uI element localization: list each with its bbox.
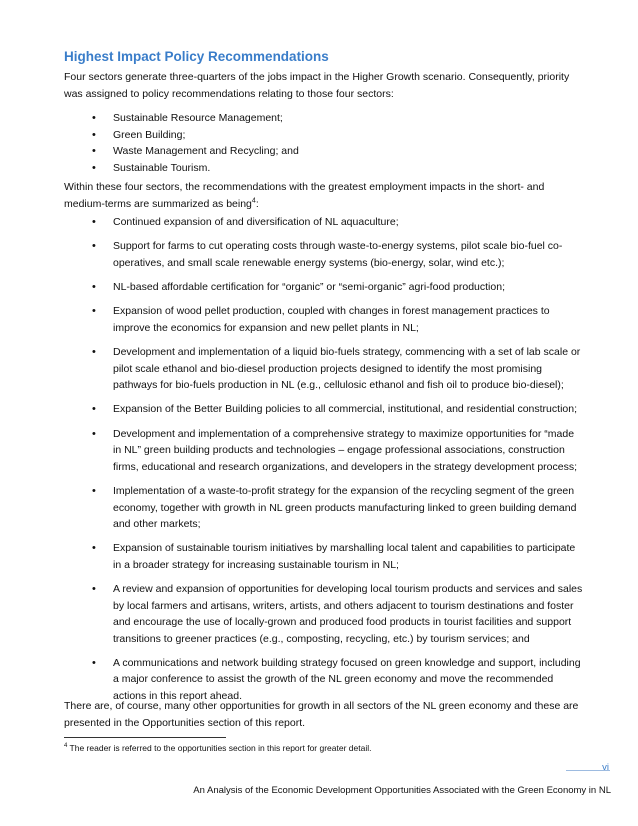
recommendations-list: [64, 214, 584, 712]
list-item: • Implementation of a waste-to-profit strategy for the expansion of the recycling segment of the green economy, together with growth in NL green products manufacturing linked to green building demand and other markets;: [64, 483, 584, 533]
list-item: • NL-based affordable certification for “organic” or “semi-organic” agri-food production;: [64, 279, 584, 296]
list-item: • Sustainable Resource Management;: [64, 110, 584, 127]
list-item: • Expansion of the Better Building policies to all commercial, institutional, and residential construction;: [64, 401, 584, 418]
page-number-rule: [566, 770, 610, 771]
list-item: • Development and implementation of a liquid bio-fuels strategy, commencing with a set of lab scale or pilot scale ethanol and bio-diesel production projects designed to identify the most promising pathways for bio-fuels production in NL (e.g., cellulosic ethanol and fish oil to produce bio-diesel);: [64, 344, 584, 394]
list-item: • Expansion of wood pellet production, coupled with changes in forest management practices to improve the economics for expansion and new pellet plants in NL;: [64, 303, 584, 336]
list-item: • Sustainable Tourism.: [64, 160, 584, 177]
footnote-ref: 4: [251, 197, 256, 204]
list-item: • Development and implementation of a comprehensive strategy to maximize opportunities for “made in NL” green building products and technologies – engage professional associations, construction firms, educational and research organizations, and developers in the strategy development process;: [64, 426, 584, 476]
footnote: [64, 741, 371, 754]
list-item: • A review and expansion of opportunities for developing local tourism products and services and sales by local farmers and artisans, writers, artists, and others adjacent to tourism destinations and foster and encourage the use of locally-grown and produced food products in tourist facilities and support transitions to greener practices (e.g., composting, recycling, etc.) by tourism services; and: [64, 581, 584, 647]
list-item: • Waste Management and Recycling; and: [64, 143, 584, 160]
list-item: • Green Building;: [64, 127, 584, 144]
recommendations-intro-text: Within these four sectors, the recommendations with the greatest employment impacts in the short- and medium-terms are summarized as being: [64, 181, 545, 210]
sectors-list: [64, 110, 584, 176]
footnote-text: The reader is referred to the opportunities section in this report for greater detail.: [67, 742, 372, 753]
section-heading: Highest Impact Policy Recommendations: [64, 49, 329, 64]
page-number: vi: [602, 762, 609, 773]
list-item: • Support for farms to cut operating costs through waste-to-energy systems, pilot scale bio-fuel co-operatives, and small scale renewable energy systems (bio-energy, solar, wind etc.);: [64, 238, 584, 271]
recommendations-intro-end: :: [255, 197, 259, 210]
page-footer: An Analysis of the Economic Development Opportunities Associated with the Green Economy in NL: [193, 785, 611, 796]
list-item: • A communications and network building strategy focused on green knowledge and support, including a major conference to assist the growth of the NL green economy and move the recommended actions in this report ahead.: [64, 655, 584, 705]
closing-paragraph: There are, of course, many other opportunities for growth in all sectors of the NL green economy and these are presented in the Opportunities section of this report.: [64, 700, 579, 729]
intro-paragraph: Four sectors generate three-quarters of the jobs impact in the Higher Growth scenario. Consequently, priority was assigned to policy recommendations relating to those four sectors:: [64, 71, 570, 100]
list-item: • Expansion of sustainable tourism initiatives by marshalling local talent and capabilities to participate in a broader strategy for increasing sustainable tourism in NL;: [64, 540, 584, 573]
list-item: • Continued expansion of and diversification of NL aquaculture;: [64, 214, 584, 231]
footnote-number: 4: [64, 743, 68, 749]
footnote-divider: [64, 737, 226, 738]
recommendations-intro: [64, 179, 584, 212]
